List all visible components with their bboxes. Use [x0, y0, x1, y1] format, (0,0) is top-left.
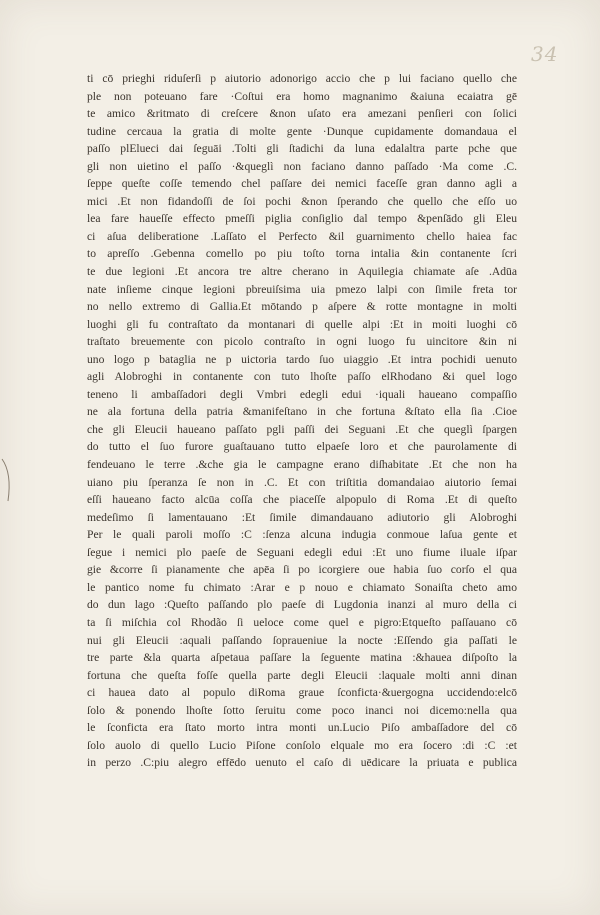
text-line: ſegue i nemici plo paeſe de Seguani edegli edui :Et uno fiume iluale iſpar: [87, 545, 517, 559]
text-line: no nello extremo di Gallia.Et mōtando p aſpere & rotte montagne in molti: [87, 300, 517, 314]
text-line: fendeuano le terre .&che gia le campagne erano diſhabitate .Et che non ha: [87, 458, 517, 472]
text-line: ti cō prieghi riduſerſi p aiutorio adonorigo accio che p lui faciano quello che: [87, 72, 517, 85]
text-line: gli non uietino el paſſo ·&queglì non faciano danno paſſado ·Ma come .C.: [87, 159, 517, 173]
text-line: ſolo auolo di quello Lucio Piſone conſolo elquale mo era ſocero :di :C :et: [87, 738, 517, 752]
text-line: do tutto el ſuo furore guaſtauano tutto elpaeſe loro et che paurolamente di: [87, 440, 517, 454]
text-line: paſſo plElueci dai ſeguāi .Tolti gli ſtadichi da luna edalaltra parte pche que: [87, 142, 517, 156]
text-line: tre parte &la quarta aſpetaua paſſare la ſeguente matina :&hauea diſpoſto la: [87, 651, 517, 665]
text-line: mici .Et non fidandoſſi de ſoi pochi &non ſperando che quello che eſſo uo: [87, 194, 517, 208]
text-line: ple non poteuano fare ·Coſtui era homo magnanimo &aiuna ecaiatra gē: [87, 89, 517, 103]
text-line: uno logo p bataglia ne p uictoria tardo ſuo uiaggio .Et intra pochidi uenuto: [87, 352, 517, 366]
text-line: lea fare haueſſe effecto pmeſſi piglia conſiglio dal tempo &penſādo gli Eleu: [87, 212, 517, 226]
text-line: medeſimo ſi lamentauano :Et ſimile dimandauano adiutorio gli Alobroghi: [87, 510, 517, 524]
text-block: [87, 70, 517, 772]
text-line: fortuna che queſta foſſe quella parte degli Eleucii :laquale molti anni dinan: [87, 668, 517, 682]
text-line: ci hauea dato al populo diRoma graue ſconficta·&uergogna uccidendo:elcō: [87, 686, 517, 700]
text-line: Per le quali paroli moſſo :C :ſenza alcuna indugia conmoue laſua gente et: [87, 528, 517, 542]
text-line: traſtato breuemente con picolo contraſto in ogni luogo fu uincitore &in ni: [87, 335, 517, 349]
text-line: ſolo & ponendo lhoſte ſotto ſeruitu come poco inanci noi dicemo:nella qua: [87, 703, 517, 717]
text-line: che gli Eleucii haueano paſſato pgli paſſi dei Seguani .Et che queglì ſpargen: [87, 422, 517, 436]
text-line: do dun lago :Queſto paſſando plo paeſe di Lugdonia inanzi al muro della ci: [87, 598, 517, 612]
text-line: uiano piu ſperanza ſe non in .C. Et con triſtitia domandaiao aiutorio ſemai: [87, 475, 517, 489]
text-line: teneno li ambaſſadori degli Vmbri edegli edui ·iquali haueano compaſſio: [87, 387, 517, 401]
text-line: luoghi gli fu contraſtato da montanari di quelle alpi :Et in moiti luoghi cō: [87, 317, 517, 331]
folio-number: 34: [531, 42, 559, 66]
text-line: gie &corre ſi pianamente che apēa ſi po icorgiere oue habia ſuo corſo el qua: [87, 563, 517, 577]
text-line: nate inſieme cinque legioni pbreuiſsima uia pmezo lalpi con ſimile freta tor: [87, 282, 517, 296]
margin-bracket-mark: [0, 455, 20, 505]
text-line: to apreſſo .Gebenna comello po piu toſto torna intalia &in contanente ſcri: [87, 247, 517, 261]
text-line: tudine cercaua la gratia di molte gente ·Dunque cupidamente domandaua el: [87, 124, 517, 138]
text-line: te amico &ritmato di creſcere &non uſato era amezani penſieri con ſolici: [87, 107, 517, 121]
text-line: ſeppe queſte coſſe temendo chel paſſare dei nemici faceſſe gran danno agli a: [87, 177, 517, 191]
text-line: in perzo .C:piu alegro effēdo uenuto el caſo di uēdicare la priuata e publica: [87, 756, 517, 770]
text-line: ne ala fortuna della patria &manifeſtano in che fortuna &ſtato ella ſia .Cioe: [87, 405, 517, 419]
text-line: te due legioni .Et ancora tre altre cherano in Aquilegia chiamate aſe .Adūa: [87, 265, 517, 279]
text-line: agli Alobroghi in contanente con tuto lhoſte paſſo elRhodano &i quel logo: [87, 370, 517, 384]
text-line: le pantico nome fu chimato :Arar e p nouo e chiamato Sonaiſta cheto amo: [87, 580, 517, 594]
text-line: le ſconficta era ſtato morto intra monti un.Lucio Piſo ambaſſadore del cō: [87, 721, 517, 735]
text-line: ta ſi miſchia col Rhodão ſi ueloce come quel e pigro:Etqueſto paſſauano cō: [87, 615, 517, 629]
text-line: ci aſua deliberatione .Laſſato el Perfecto &il guarnimento chello haiea fac: [87, 229, 517, 243]
text-line: nui gli Eleucii :aquali paſſando ſopraueniue la nocte :Eſſendo gia paſſati le: [87, 633, 517, 647]
text-line: eſſi haueano facto alcūa coſſa che piaceſſe alpopulo di Roma .Et di queſto: [87, 493, 517, 507]
